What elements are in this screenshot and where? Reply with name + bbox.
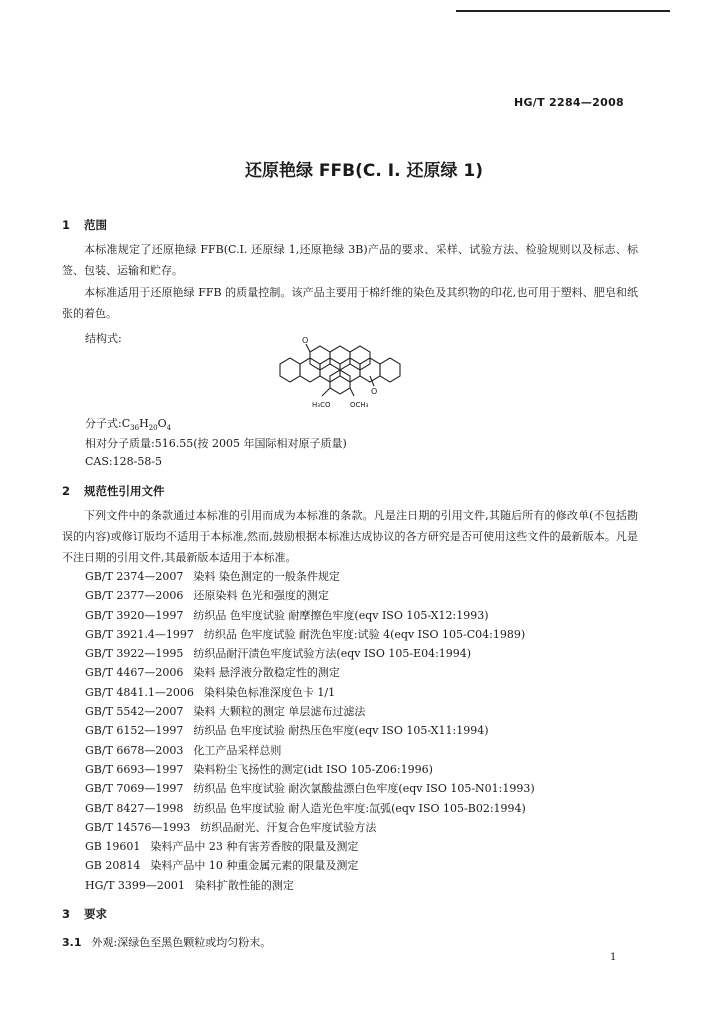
- reference-title: 化工产品采样总则: [193, 743, 282, 757]
- reference-title: 染料产品中 23 种有害芳香胺的限量及测定: [150, 840, 359, 854]
- reference-item: [85, 683, 535, 702]
- structure-label: 结构式:: [85, 332, 122, 345]
- reference-title: 纺织品耐光、汗复合色牢度试验方法: [200, 820, 377, 834]
- formula-h-count: 20: [148, 424, 158, 433]
- requirement-text: 外观:深绿色至黑色颗粒或均匀粉末。: [91, 936, 272, 949]
- reference-code: GB/T 6152—1997: [85, 724, 184, 738]
- reference-item: [85, 625, 535, 644]
- reference-item: [85, 663, 535, 682]
- section-3-title: 要求: [84, 907, 107, 921]
- reference-item: [85, 721, 535, 740]
- reference-item: [85, 856, 535, 875]
- formula-c-count: 36: [130, 424, 140, 433]
- reference-code: GB/T 2377—2006: [85, 589, 184, 603]
- document-title: 还原艳绿 FFB(C. I. 还原绿 1): [245, 161, 483, 181]
- reference-item: [85, 567, 535, 586]
- reference-item: [85, 702, 535, 721]
- reference-item: [85, 586, 535, 605]
- reference-code: GB/T 3921.4—1997: [85, 627, 194, 641]
- section-1-number: 1: [62, 218, 71, 232]
- reference-code: GB 20814: [85, 859, 141, 873]
- reference-title: 还原染料 色光和强度的测定: [193, 589, 329, 603]
- reference-code: GB/T 3920—1997: [85, 608, 184, 622]
- reference-title: 纺织品 色牢度试验 耐热压色牢度(eqv ISO 105-X11:1994): [193, 724, 489, 738]
- reference-code: GB 19601: [85, 840, 141, 854]
- structural-formula: [270, 334, 420, 412]
- reference-code: GB/T 4841.1—2006: [85, 685, 194, 699]
- cas-number: CAS:128-58-5: [85, 455, 163, 468]
- reference-title: 纺织品 色牢度试验 耐洗色牢度:试验 4(eqv ISO 105-C04:1989): [203, 627, 526, 641]
- formula-o-count: 4: [166, 424, 172, 433]
- section-1-title: 范围: [84, 218, 107, 232]
- reference-item: [85, 818, 535, 837]
- section-2-number: 2: [62, 484, 71, 498]
- reference-code: GB/T 7069—1997: [85, 782, 184, 796]
- formula-o: O: [157, 417, 167, 430]
- standard-number: HG/T 2284—2008: [513, 96, 624, 109]
- reference-item: [85, 606, 535, 625]
- reference-code: GB/T 6693—1997: [85, 762, 184, 776]
- substituent-methoxy-right: OCH₃: [350, 401, 369, 409]
- reference-code: GB/T 8427—1998: [85, 801, 184, 815]
- reference-item: [85, 837, 535, 856]
- section-2-title: 规范性引用文件: [84, 484, 165, 498]
- reference-title: 染料产品中 10 种重金属元素的限量及测定: [150, 859, 359, 873]
- section-3-number: 3: [62, 907, 71, 921]
- reference-title: 染料粉尘飞扬性的测定(idt ISO 105-Z06:1996): [193, 762, 433, 776]
- section-1-heading: [62, 217, 107, 233]
- reference-code: GB/T 5542—2007: [85, 705, 184, 719]
- reference-code: HG/T 3399—2001: [85, 878, 185, 892]
- references-intro: 下列文件中的条款通过本标准的引用而成为本标准的条款。凡是注日期的引用文件,其随后所有的修改单(不包括勘误的内容)或修订版均不适用于本标准,然而,鼓励根据本标准达成协议的各方研究是否可使用这些文件的最新版本。凡是不注日期的引用文件,其最新版本适用于本标准。: [62, 509, 638, 564]
- substituent-methoxy-left: H₃CO: [312, 401, 331, 409]
- reference-item: [85, 760, 535, 779]
- svg-text:O: O: [371, 387, 378, 396]
- reference-item: [85, 799, 535, 818]
- reference-title: 染料 悬浮液分散稳定性的测定: [193, 666, 340, 680]
- molecular-formula: [85, 415, 171, 432]
- reference-title: 纺织品 色牢度试验 耐摩擦色牢度(eqv ISO 105-X12:1993): [193, 608, 489, 622]
- section-2-heading: [62, 483, 165, 499]
- reference-title: 纺织品 色牢度试验 耐人造光色牢度:氙弧(eqv ISO 105-B02:1994): [193, 801, 526, 815]
- reference-item: [85, 644, 535, 663]
- formula-c: C: [121, 417, 131, 430]
- reference-title: 纺织品耐汗渍色牢度试验方法(eqv ISO 105-E04:1994): [193, 647, 472, 661]
- reference-title: 染料 大颗粒的测定 单层滤布过滤法: [193, 705, 366, 719]
- reference-list: [85, 567, 535, 895]
- reference-title: 染料 染色测定的一般条件规定: [193, 570, 340, 583]
- page-number: 1: [610, 952, 617, 963]
- scope-paragraph-1: 本标准规定了还原艳绿 FFB(C.I. 还原绿 1,还原艳绿 3B)产品的要求、采样、试验方法、检验规则以及标志、标签、包装、运输和贮存。: [62, 243, 638, 277]
- reference-code: GB/T 2374—2007: [85, 570, 184, 583]
- reference-item: [85, 876, 535, 895]
- molecular-mass: 相对分子质量:516.55(按 2005 年国际相对原子质量): [85, 437, 347, 450]
- reference-code: GB/T 14576—1993: [85, 820, 191, 834]
- section-3-heading: [62, 906, 107, 922]
- reference-item: [85, 741, 535, 760]
- reference-title: 染料扩散性能的测定: [194, 878, 294, 892]
- svg-text:O: O: [302, 336, 309, 345]
- reference-code: GB/T 6678—2003: [85, 743, 184, 757]
- reference-title: 染料染色标准深度色卡 1/1: [203, 685, 336, 699]
- reference-item: [85, 779, 535, 798]
- formula-label: 分子式:: [85, 417, 122, 430]
- reference-code: GB/T 3922—1995: [85, 647, 184, 661]
- reference-code: GB/T 4467—2006: [85, 666, 184, 680]
- top-rule: [456, 10, 670, 12]
- requirement-number: 3.1: [62, 936, 82, 949]
- scope-paragraph-2: 本标准适用于还原艳绿 FFB 的质量控制。该产品主要用于棉纤维的染色及其织物的印花,也可用于塑料、肥皂和纸张的着色。: [62, 286, 638, 320]
- reference-title: 纺织品 色牢度试验 耐次氯酸盐漂白色牢度(eqv ISO 105-N01:1993): [193, 782, 535, 796]
- requirement-3-1: [62, 934, 271, 950]
- formula-h: H: [139, 417, 149, 430]
